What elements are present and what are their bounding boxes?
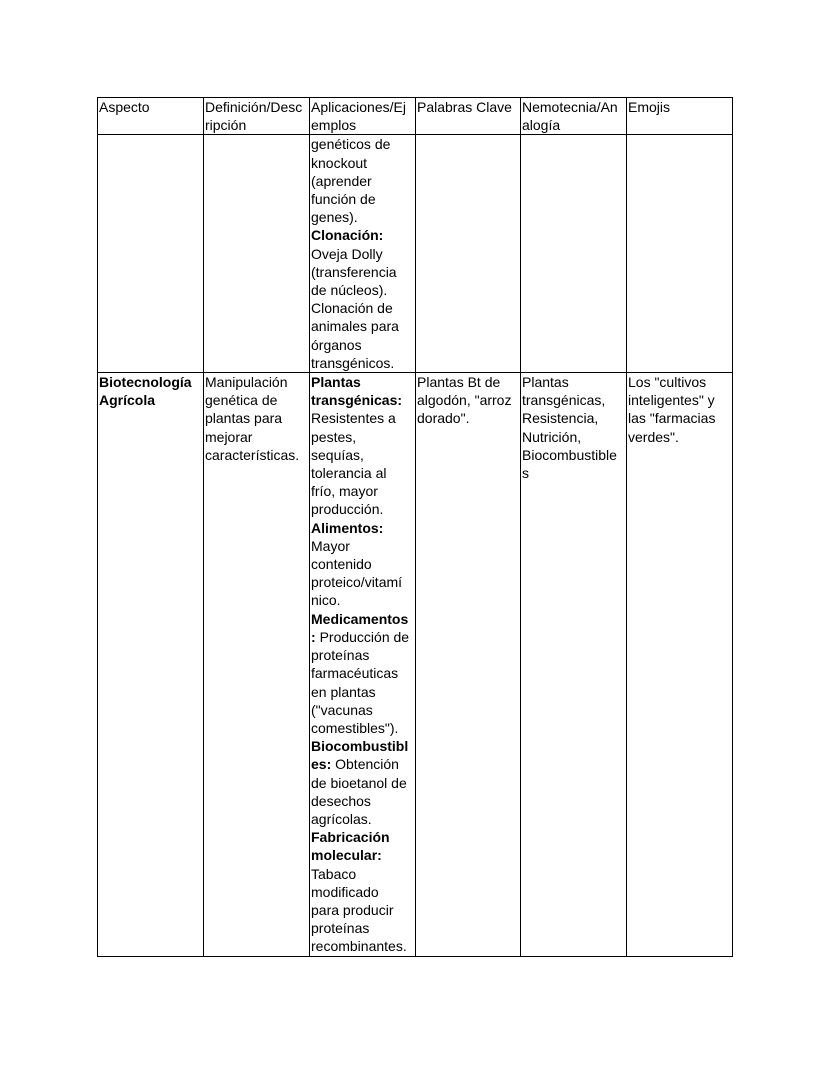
header-definicion: Definición/Desc ripción: [204, 98, 310, 135]
application-entry: [311, 227, 399, 370]
application-text: genéticos de knockout (aprender función de genes).: [311, 136, 391, 226]
application-text: Tabaco modificado para producir proteínas recombinantes.: [311, 865, 407, 955]
cell-nemotecnia: [521, 135, 627, 373]
cell-definicion: Manipulación genética de plantas para mejorar características.: [204, 373, 310, 957]
applications-list: [311, 373, 414, 956]
application-entry: [311, 611, 409, 736]
application-label: Alimentos:: [311, 519, 384, 536]
application-label: Clonación:: [311, 227, 384, 244]
header-palabras-clave: Palabras Clave: [416, 98, 521, 135]
applications-list: [311, 135, 414, 372]
header-aplicaciones: Aplicaciones/Ej emplos: [310, 98, 416, 135]
application-text: Producción de proteínas farmacéuticas en plantas ("vacunas comestibles").: [311, 628, 410, 736]
content-table: [97, 97, 733, 957]
cell-emojis: [627, 135, 733, 373]
application-text: Oveja Dolly (transferencia de núcleos). Clonación de animales para órganos transgénicos.: [311, 245, 399, 371]
header-aspecto: Aspecto: [98, 98, 204, 135]
header-emojis: Emojis: [627, 98, 733, 135]
application-entry: [311, 136, 390, 225]
application-entry: [311, 738, 408, 827]
application-text: Resistentes a pestes, sequías, tolerancia al frío, mayor producción.: [311, 410, 396, 518]
cell-aplicaciones: [310, 373, 416, 957]
header-nemotecnia: Nemotecnia/An alogía: [521, 98, 627, 135]
application-text: Mayor contenido proteico/vitamí nico.: [311, 537, 403, 609]
application-label: Medicamentos :: [311, 610, 409, 645]
application-text: Obtención de bioetanol de desechos agrícolas.: [311, 756, 407, 827]
cell-palabras-clave: Plantas Bt de algodón, "arroz dorado".: [416, 373, 521, 957]
table-row-continuation: [98, 135, 733, 373]
application-label: Plantas transgénicas:: [311, 374, 403, 409]
cell-nemotecnia: Plantas transgénicas, Resistencia, Nutrición, Biocombustible s: [521, 373, 627, 957]
cell-palabras-clave: [416, 135, 521, 373]
application-entry: [311, 374, 402, 517]
cell-definicion: [204, 135, 310, 373]
application-label: Fabricación molecular:: [311, 829, 390, 864]
table-row-biotecnologia-agricola: [98, 373, 733, 957]
cell-aplicaciones: [310, 135, 416, 373]
cell-aspecto: Biotecnología Agrícola: [98, 373, 204, 957]
application-entry: [311, 829, 407, 954]
cell-emojis: Los "cultivos inteligentes" y las "farmacias verdes".: [627, 373, 733, 957]
application-entry: [311, 520, 402, 609]
cell-aspecto: [98, 135, 204, 373]
application-label: Biocombustibl es:: [311, 738, 409, 773]
table-header-row: [98, 98, 733, 135]
